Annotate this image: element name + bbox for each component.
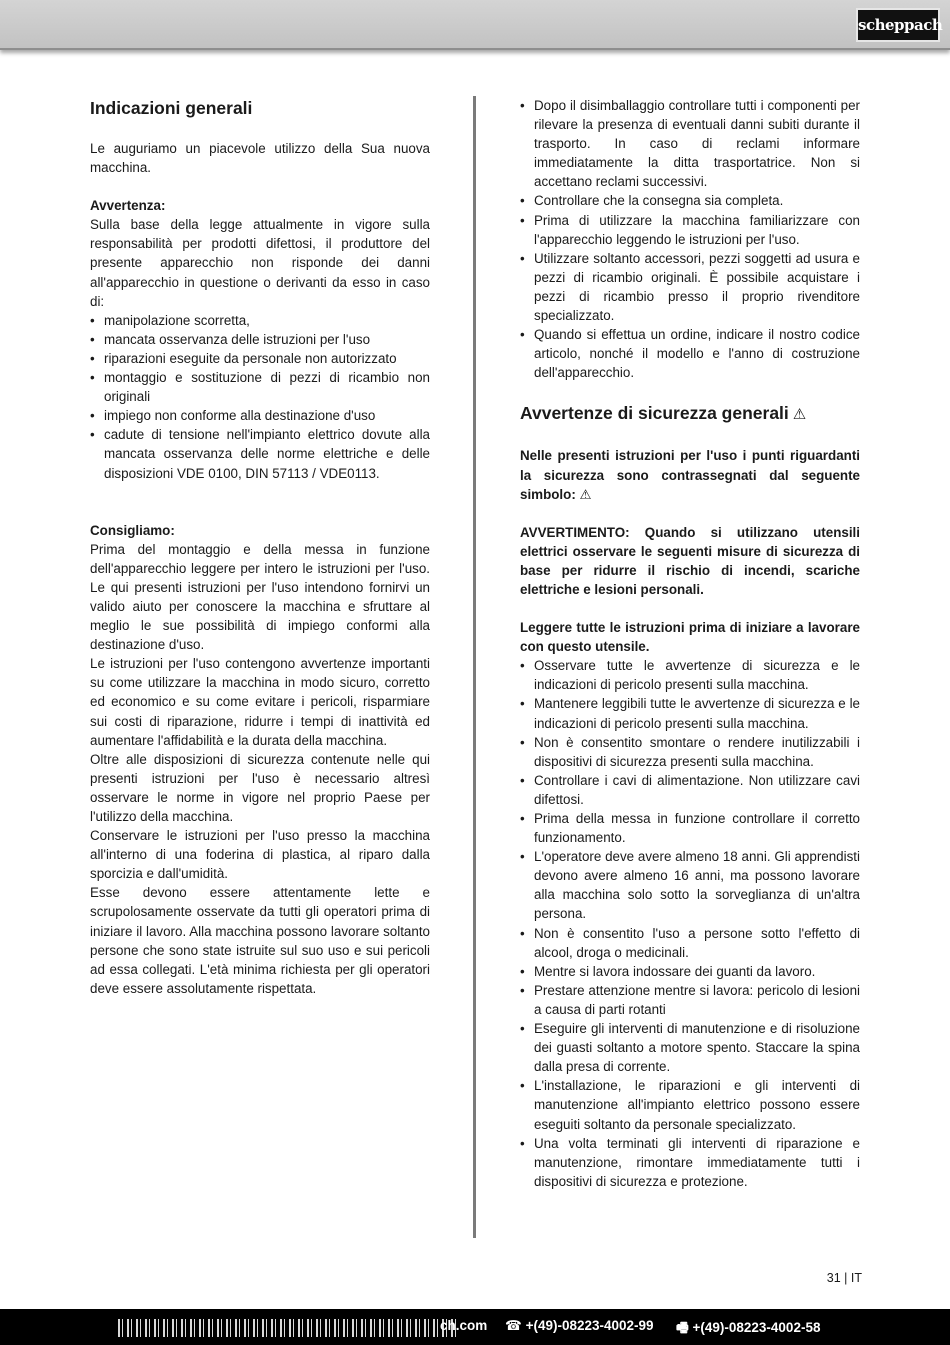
section-title-safety: Avvertenze di sicurezza generali ⚠ [520, 403, 807, 424]
footer-logo-strip [118, 1319, 458, 1337]
list-item: • Prima di utilizzare la macchina familiarizzare con l'apparecchio leggendo le istruzioni per l'uso. [520, 211, 860, 249]
list-item: • Prima della messa in funzione controllare il corretto funzionamento. [520, 809, 860, 847]
right-column [520, 96, 860, 1191]
list-item: • Mantenere leggibili tutte le avvertenze di sicurezza e le indicazioni di pericolo presenti sulla macchina. [520, 694, 860, 732]
list-item: • Controllare i cavi di alimentazione. Non utilizzare cavi difettosi. [520, 771, 860, 809]
advice-paragraph: Le istruzioni per l'uso contengono avvertenze importanti su come utilizzare la macchina in modo sicuro, corretto ed economico e su come evitare i pericoli, risparmiare sui costi di riparazione, ridurre i tempi di inattività ed aumentare l'affidabilità e la durata della macchina. [90, 656, 430, 748]
footer-band [0, 1309, 950, 1345]
list-item: • Eseguire gli interventi di manutenzione e di risoluzione dei guasti soltanto a motore spento. Staccare la spina dalla presa di corrente. [520, 1019, 860, 1076]
advice-paragraph: Conservare le istruzioni per l'uso presso la macchina all'interno di una foderina di plastica, al riparo dalla sporcizia e dall'umidità. [90, 828, 430, 882]
brand-logo: scheppach [856, 8, 940, 42]
read-all-heading: Leggere tutte le istruzioni prima di iniziare a lavorare con questo utensile. [520, 620, 860, 655]
list-item: • Una volta terminati gli interventi di riparazione e manutenzione, rimontare immediatamente tutti i dispositivi di sicurezza e protezione. [520, 1134, 860, 1191]
warning-triangle-icon: ⚠ [792, 406, 807, 424]
list-item: • Non è consentito smontare o rendere inutilizzabili i dispositivi di sicurezza presenti sulla macchina. [520, 733, 860, 771]
list-item: • manipolazione scorretta, [90, 311, 430, 330]
advice-heading: Consigliamo: [90, 522, 175, 538]
list-item: • Utilizzare soltanto accessori, pezzi soggetti ad usura e pezzi di ricambio originali. È possibile acquistare i pezzi di ricambio presso il proprio rivenditore specializzato. [520, 249, 860, 325]
column-divider [473, 96, 476, 1238]
footer-phone: ☎ +(49)-08223-4002-99 [505, 1318, 654, 1333]
intro-paragraph: Le auguriamo un piacevole utilizzo della Sua nuova macchina. [90, 141, 430, 176]
list-item: • riparazioni eseguite da personale non autorizzato [90, 349, 430, 368]
advice-paragraph: Esse devono essere attentamente lette e scrupolosamente osservate da tutti gli operatori prima di iniziare il lavoro. Alla macchina possono lavorare soltanto persone che sono state istruite sul suo uso e sui pericoli ad essa collegati. L'età minima richiesta per gli operatori deve essere assolutamente rispettata. [90, 885, 430, 996]
section-title-general: Indicazioni generali [90, 98, 253, 118]
alert-paragraph: AVVERTIMENTO: Quando si utilizzano utensili elettrici osservare le seguenti misure di sicurezza di base per ridurre il rischio di incendi, scariche elettriche e lesioni personali. [520, 524, 860, 597]
warning-triangle-icon: ⚠ [579, 486, 592, 502]
warning-list [90, 311, 430, 483]
list-item: • L'operatore deve avere almeno 18 anni. Gli apprendisti devono avere almeno 16 anni, ma possono lavorare alla macchina solo sotto la sorveglianza di un'altra persona. [520, 847, 860, 923]
list-item: • Osservare tutte le avvertenze di sicurezza e le indicazioni di pericolo presenti sulla macchina. [520, 656, 860, 694]
advice-paragraph: Prima del montaggio e della messa in funzione dell'apparecchio leggere per intero le istruzioni per l'uso. Le qui presenti istruzioni per l'uso intendono fornirvi un valido aiuto per conoscere la macchina e sfruttare al meglio le sue possibilità di impiego conformi alla destinazione d'uso. [90, 541, 430, 653]
header-band [0, 0, 950, 50]
symbol-note: Nelle presenti istruzioni per l'uso i punti riguardanti la sicurezza sono contrassegnati dal seguente simbolo: ⚠ [520, 448, 860, 502]
left-column [90, 96, 430, 998]
list-item: • Mentre si lavora indossare dei guanti da lavoro. [520, 962, 860, 981]
list-item: • Dopo il disimballaggio controllare tutti i componenti per rilevare la presenza di eventuali danni subiti durante il trasporto. In caso di reclami informare immediatamente la ditta trasportatrice. Non si accettano reclami successivi. [520, 96, 860, 191]
safety-list [520, 656, 860, 1191]
footer-fax: 🖷 +(49)-08223-4002-58 [676, 1320, 821, 1335]
list-item: • Non è consentito l'uso a persone sotto l'effetto di alcool, droga o medicinali. [520, 924, 860, 962]
list-item: • cadute di tensione nell'impianto elettrico dovute alla mancata osservanza delle norme elettriche e delle disposizioni VDE 0100, DIN 57113 / VDE0113. [90, 425, 430, 482]
advice-paragraph: Oltre alle disposizioni di sicurezza contenute nelle qui presenti istruzioni per l'uso è necessario altresì osservare le norme in vigore nel proprio Paese per l'utilizzo della macchina. [90, 751, 430, 824]
warning-paragraph: Sulla base della legge attualmente in vigore sulla responsabilità per prodotti difettosi, il produttore del presente apparecchio non risponde dei danni all'apparecchio in questione o derivanti da esso in caso di: [90, 217, 430, 309]
list-item: • Prestare attenzione mentre si lavora: pericolo di lesioni a causa di parti rotanti [520, 981, 860, 1019]
list-item: • Quando si effettua un ordine, indicare il nostro codice articolo, nonché il modello e l'anno di costruzione dell'apparecchio. [520, 325, 860, 382]
list-item: • mancata osservanza delle istruzioni per l'uso [90, 330, 430, 349]
list-item: • L'installazione, le riparazioni e gli interventi di manutenzione all'impianto elettrico possono essere eseguiti soltanto da personale specializzato. [520, 1076, 860, 1133]
list-item: • impiego non conforme alla destinazione d'uso [90, 406, 430, 425]
delivery-list [520, 96, 860, 382]
list-item: • Controllare che la consegna sia completa. [520, 191, 860, 210]
page-number: 31 | IT [826, 1271, 862, 1285]
warning-heading: Avvertenza: [90, 198, 166, 214]
footer-website: ch.com [440, 1318, 488, 1333]
list-item: • montaggio e sostituzione di pezzi di ricambio non originali [90, 368, 430, 406]
